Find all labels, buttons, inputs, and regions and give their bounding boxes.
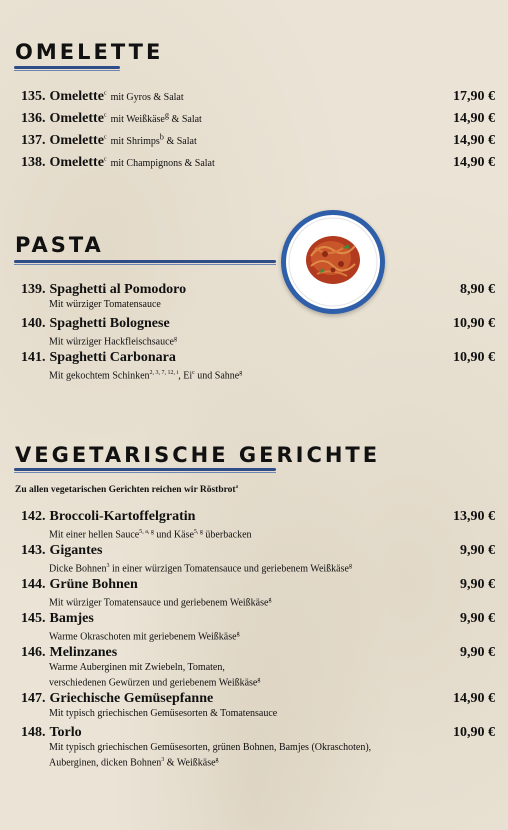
item-number: 148.	[21, 725, 46, 740]
item-price: 10,90 €	[453, 725, 495, 740]
item-description: Mit würziger Tomatensauce	[49, 299, 161, 310]
item-description: Mit einer hellen Sauce$^{5, a, g}$ und Käse$^{5, g}$ überbacken	[49, 529, 252, 541]
item-name: Torlo	[49, 725, 82, 740]
item-title	[21, 87, 184, 105]
allergen-code: c	[103, 112, 107, 119]
item-price: 9,90 €	[460, 577, 495, 592]
item-description: Warme Auberginen mit Zwiebeln, Tomaten, verschiedenen Gewürzen und geriebenem Weißkäse$^g$	[49, 662, 261, 689]
item-price: 9,90 €	[460, 543, 495, 558]
item-number: 137.	[21, 133, 46, 148]
section-title-pasta: PASTA	[15, 233, 104, 257]
item-name: Gigantes	[49, 543, 103, 558]
item-description: mit Weißkäse$^g$ & Salat	[110, 110, 202, 125]
item-price: 14,90 €	[453, 155, 495, 170]
item-price: 14,90 €	[453, 691, 495, 706]
item-title	[21, 609, 94, 627]
item-price: 10,90 €	[453, 316, 495, 331]
item-name: Bamjes	[49, 611, 94, 626]
item-price: 14,90 €	[453, 133, 495, 148]
item-description: Dicke Bohnen$^3$ in einer würzigen Tomatensauce und geriebenem Weißkäse$^g$	[49, 563, 352, 575]
section-title-vegetarian: VEGETARISCHE GERICHTE	[15, 443, 381, 467]
item-price: 14,90 €	[453, 111, 495, 126]
menu-item-140	[21, 314, 495, 348]
menu-item-137	[21, 131, 495, 149]
item-title	[21, 348, 176, 366]
item-description: Mit würziger Hackfleischsauce$^g$	[49, 336, 177, 348]
item-description: mit Champignons & Salat	[110, 158, 215, 169]
menu-item-142	[21, 507, 495, 541]
item-name: Broccoli-Kartoffelgratin	[49, 509, 196, 524]
item-number: 142.	[21, 509, 46, 524]
item-name: Omelette	[49, 111, 104, 126]
menu-item-145	[21, 609, 495, 643]
item-number: 145.	[21, 611, 46, 626]
item-title	[21, 541, 102, 559]
item-title	[21, 575, 138, 593]
item-number: 135.	[21, 89, 46, 104]
item-price: 10,90 €	[453, 350, 495, 365]
item-number: 146.	[21, 645, 46, 660]
item-title	[21, 689, 213, 707]
section-underline	[14, 260, 276, 263]
item-name: Spaghetti Bolognese	[49, 316, 170, 331]
menu-item-138	[21, 153, 495, 171]
item-description: Mit würziger Tomatensauce und geriebenem Weißkäse$^g$	[49, 597, 272, 609]
section-note: Zu allen vegetarischen Gerichten reichen wir Röstbrot$^a$	[15, 484, 239, 496]
menu-item-135	[21, 87, 495, 105]
item-name: Spaghetti Carbonara	[49, 350, 176, 365]
item-name: Spaghetti al Pomodoro	[49, 282, 187, 297]
item-number: 147.	[21, 691, 46, 706]
item-name: Grüne Bohnen	[49, 577, 138, 592]
item-description: mit Shrimps$^b$ & Salat	[110, 132, 197, 147]
item-title	[21, 723, 82, 741]
item-name: Griechische Gemüsepfanne	[49, 691, 214, 706]
item-number: 140.	[21, 316, 46, 331]
item-name: Omelette	[49, 155, 104, 170]
item-title	[21, 643, 117, 661]
menu-item-139	[21, 280, 495, 311]
item-title	[21, 109, 202, 127]
item-price: 13,90 €	[453, 509, 495, 524]
menu-item-148	[21, 723, 495, 769]
allergen-code: c	[103, 156, 107, 163]
item-title	[21, 314, 170, 332]
item-price: 8,90 €	[460, 282, 495, 297]
item-number: 138.	[21, 155, 46, 170]
menu-item-147	[21, 689, 495, 720]
item-description: mit Gyros & Salat	[110, 92, 184, 103]
item-description: Mit typisch griechischen Gemüsesorten & Tomatensauce	[49, 708, 278, 719]
item-name: Omelette	[49, 133, 104, 148]
section-underline	[14, 66, 120, 69]
menu-item-136	[21, 109, 495, 127]
menu-item-143	[21, 541, 495, 575]
section-title-omelette: OMELETTE	[15, 40, 164, 64]
menu-item-141	[21, 348, 495, 382]
item-title	[21, 153, 215, 171]
item-title	[21, 507, 195, 525]
allergen-code: c	[103, 134, 107, 141]
menu-item-144	[21, 575, 495, 609]
allergen-code: c	[103, 90, 107, 97]
item-title	[21, 280, 186, 298]
item-description: Mit gekochtem Schinken$^{2, 3, 7, 12, i}$, Ei$^c$ und Sahne$^g$	[49, 370, 243, 382]
item-price: 17,90 €	[453, 89, 495, 104]
item-name: Omelette	[49, 89, 104, 104]
section-underline	[14, 468, 276, 471]
item-number: 139.	[21, 282, 46, 297]
item-price: 9,90 €	[460, 645, 495, 660]
item-number: 136.	[21, 111, 46, 126]
item-name: Melinzanes	[49, 645, 118, 660]
item-number: 141.	[21, 350, 46, 365]
item-number: 144.	[21, 577, 46, 592]
item-number: 143.	[21, 543, 46, 558]
item-description: Warme Okraschoten mit geriebenem Weißkäse$^g$	[49, 631, 240, 643]
menu-item-146	[21, 643, 495, 689]
item-price: 9,90 €	[460, 611, 495, 626]
item-description: Mit typisch griechischen Gemüsesorten, grünen Bohnen, Bamjes (Okraschoten), Auberginen, dicken Bohnen$^3$ & Weißkäse$^g$	[49, 742, 372, 769]
item-title	[21, 131, 197, 149]
